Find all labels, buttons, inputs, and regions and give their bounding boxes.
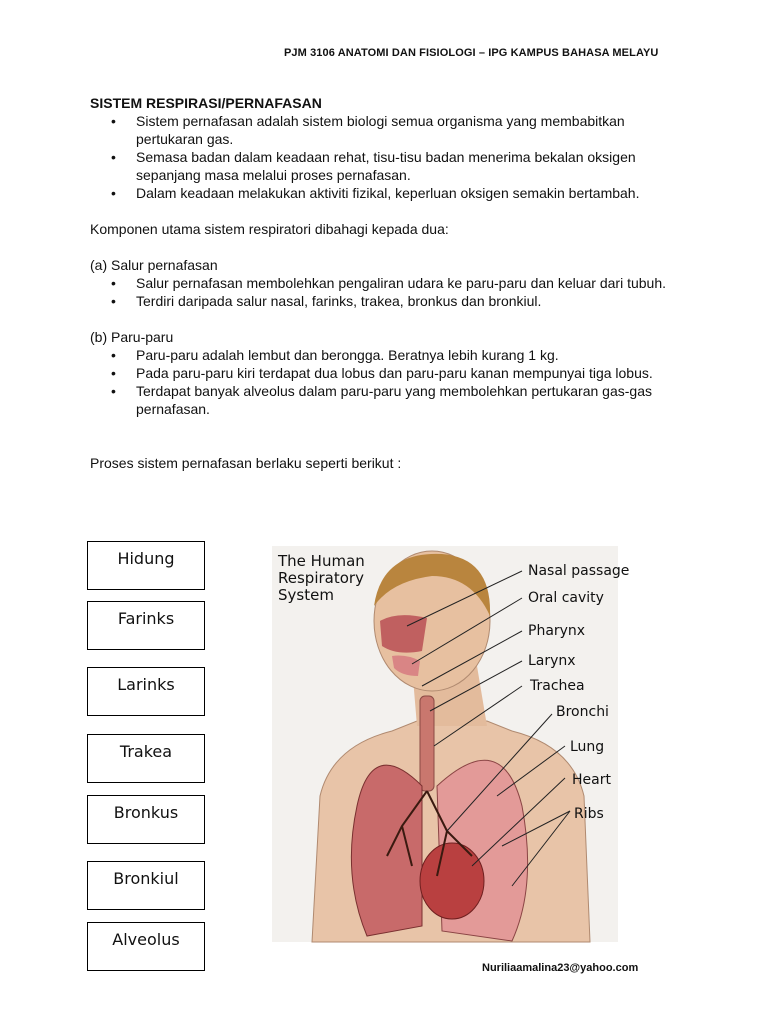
document-body [90, 94, 690, 472]
label-trachea: Trachea [530, 678, 585, 694]
list-item: • Salur pernafasan membolehkan pengaliran udara ke paru-paru dan keluar dari tubuh. [90, 274, 690, 292]
diagram-title-line-3: System [278, 586, 334, 604]
section-title: SISTEM RESPIRASI/PERNAFASAN [90, 95, 322, 111]
components-intro: Komponen utama sistem respiratori dibahagi kepada dua: [90, 221, 449, 237]
part-b-bullet-list [90, 346, 690, 418]
flow-box-alveolus: Alveolus [87, 922, 205, 971]
flow-box-bronkus: Bronkus [87, 795, 205, 844]
intro-bullet-list [90, 112, 690, 202]
flow-box-bronkiul: Bronkiul [87, 861, 205, 910]
flow-box-hidung: Hidung [87, 541, 205, 590]
diagram-title-line-1: The Human [278, 552, 365, 570]
heart-illustration [420, 843, 484, 919]
label-pharynx: Pharynx [528, 623, 586, 639]
list-item: • Terdiri daripada salur nasal, farinks, trakea, bronkus dan bronkiul. [90, 292, 690, 310]
part-b-heading: (b) Paru-paru [90, 329, 174, 345]
label-bronchi: Bronchi [556, 704, 609, 720]
list-item: • Paru-paru adalah lembut dan berongga. Beratnya lebih kurang 1 kg. [90, 346, 690, 364]
label-ribs: Ribs [574, 806, 604, 822]
diagram-title-line-2: Respiratory [278, 569, 364, 587]
list-item: • Semasa badan dalam keadaan rehat, tisu-tisu badan menerima bekalan oksigen sepanjang masa melalui proses pernafasan. [90, 148, 690, 184]
left-lung-illustration [351, 765, 422, 936]
list-item: • Terdapat banyak alveolus dalam paru-paru yang membolehkan pertukaran gas-gas pernafasan. [90, 382, 690, 418]
page-header: PJM 3106 ANATOMI DAN FISIOLOGI – IPG KAMPUS BAHASA MELAYU [284, 47, 659, 59]
list-item: • Dalam keadaan melakukan aktiviti fizikal, keperluan oksigen semakin bertambah. [90, 184, 690, 202]
label-heart: Heart [572, 772, 611, 788]
part-a-heading: (a) Salur pernafasan [90, 257, 218, 273]
list-item: • Sistem pernafasan adalah sistem biologi semua organisma yang membabitkan pertukaran gas. [90, 112, 690, 148]
respiratory-system-diagram [272, 546, 630, 942]
label-larynx: Larynx [528, 653, 576, 669]
nasal-cavity-illustration [380, 615, 427, 653]
process-intro: Proses sistem pernafasan berlaku seperti berikut : [90, 455, 402, 471]
label-nasal-passage: Nasal passage [528, 563, 630, 579]
footer-email: Nuriliaamalina23@yahoo.com [482, 962, 639, 974]
part-a-bullet-list [90, 274, 690, 310]
list-item: • Pada paru-paru kiri terdapat dua lobus dan paru-paru kanan mempunyai tiga lobus. [90, 364, 690, 382]
label-lung: Lung [570, 739, 605, 755]
flow-box-larinks: Larinks [87, 667, 205, 716]
flow-box-farinks: Farinks [87, 601, 205, 650]
flow-box-trakea: Trakea [87, 734, 205, 783]
label-oral-cavity: Oral cavity [528, 590, 604, 606]
